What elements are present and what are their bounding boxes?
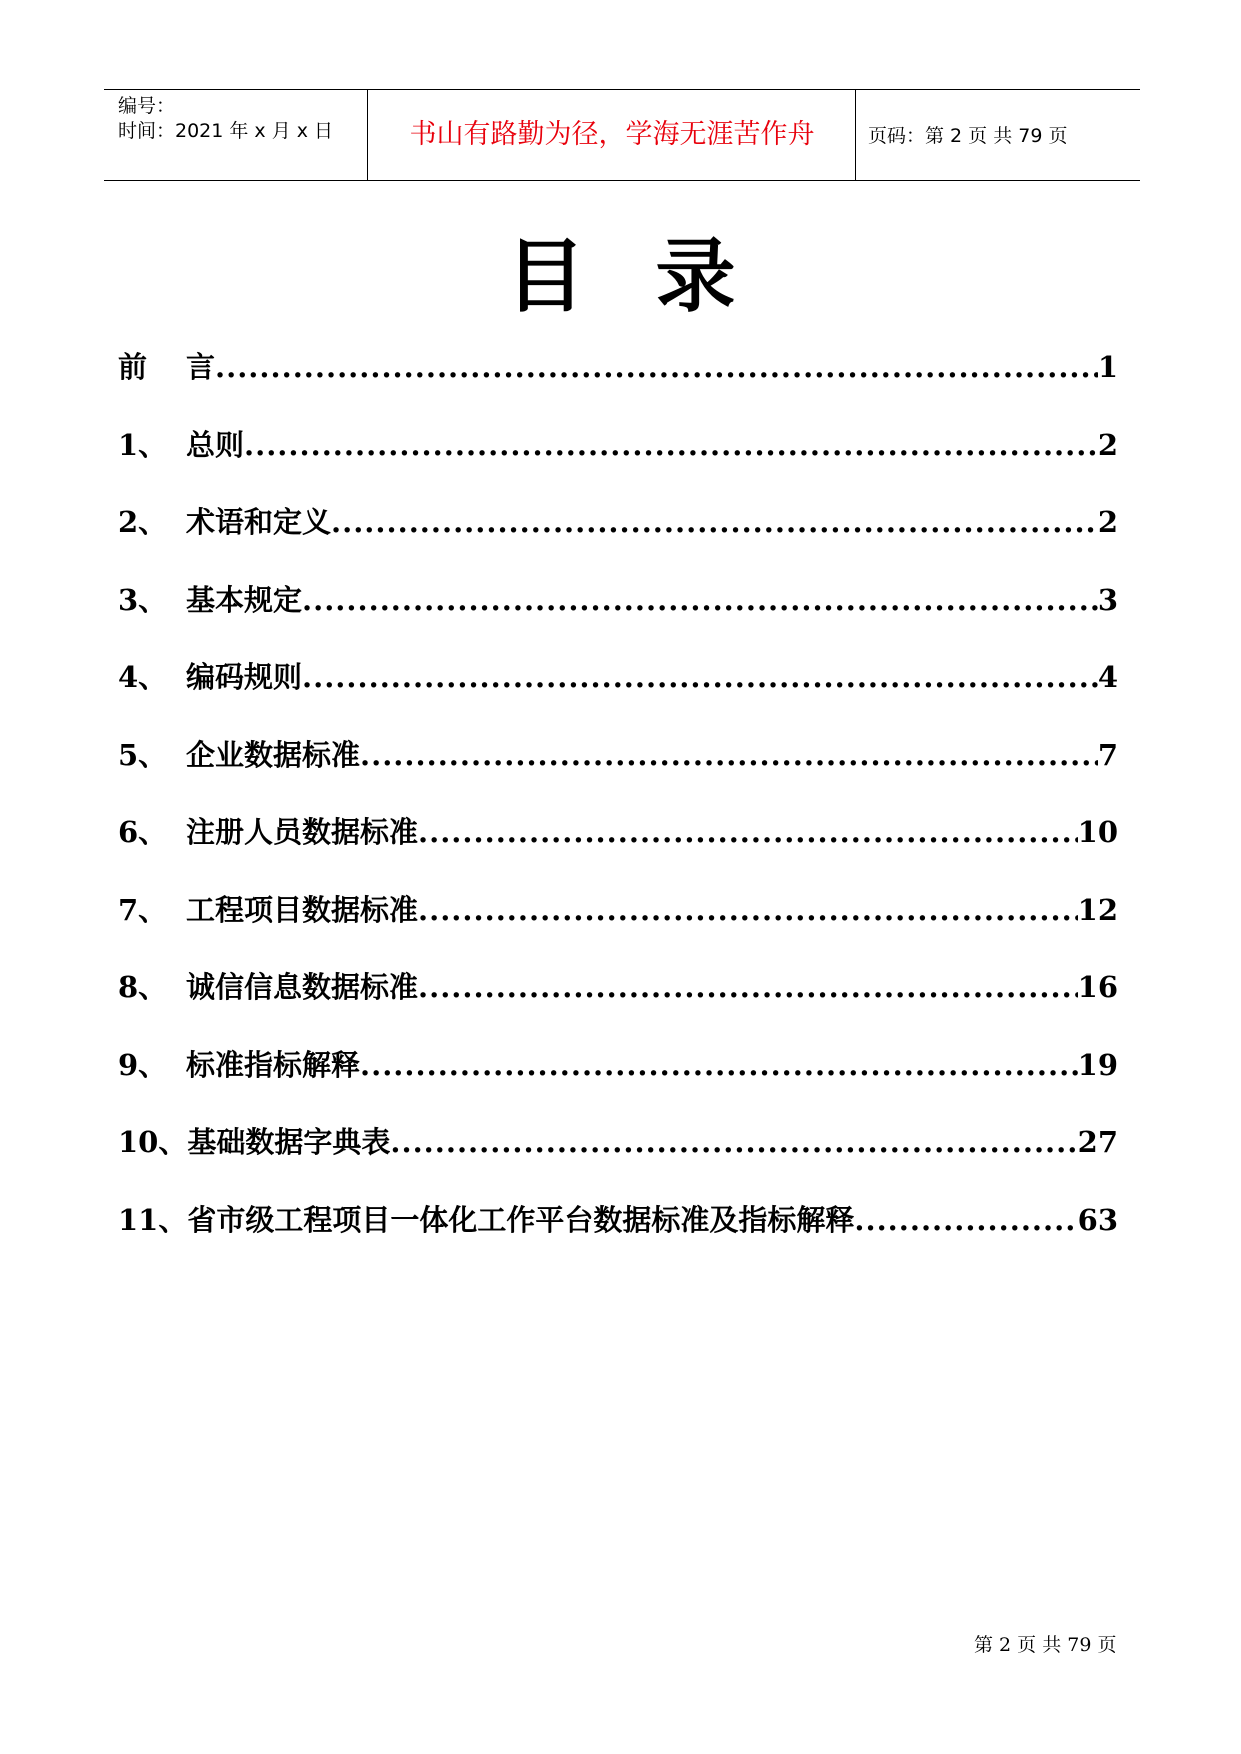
document-code-label: 编号： [118,95,176,117]
toc-entry[interactable] [118,427,1118,505]
toc-entry[interactable] [118,814,1118,892]
toc-entry-number: 5、 [118,737,168,772]
toc-entry-page: 4 [1097,660,1118,694]
toc-entry[interactable] [118,969,1118,1047]
toc-entry[interactable] [118,737,1118,815]
toc-entry-page: 10 [1077,815,1118,849]
toc-entry-number: 1、 [118,427,168,462]
toc-entry-label: 总则 [186,427,245,462]
toc-dot-leader [244,427,1098,463]
toc-dot-leader [418,969,1078,1005]
document-date-label: 时间：2021 年 x 月 x 日 [118,120,334,142]
toc-dot-leader [390,1124,1077,1160]
toc-entry-label: 省市级工程项目一体化工作平台数据标准及指标解释 [187,1202,855,1237]
toc-entry[interactable] [118,582,1118,660]
toc-dot-leader [302,582,1098,618]
header-divider [855,90,856,180]
toc-entry-label: 企业数据标准 [186,737,361,772]
toc-entry[interactable] [118,1124,1118,1202]
toc-entry[interactable] [118,349,1118,427]
toc-entry-number: 4、 [118,660,168,694]
toc-entry-label: 工程项目数据标准 [186,892,419,927]
toc-entry-label: 注册人员数据标准 [186,815,419,849]
toc-entry-page: 1 [1097,350,1118,384]
toc-entry[interactable] [118,659,1118,737]
page-title: 目录 [505,230,806,323]
toc-dot-leader [331,504,1098,540]
toc-entry-number: 6、 [118,815,168,849]
toc-entry[interactable] [118,504,1118,582]
toc-entry-label: 诚信信息数据标准 [186,970,419,1004]
toc-entry[interactable] [118,1047,1118,1125]
toc-dot-leader [360,1047,1078,1083]
toc-entry-page: 16 [1077,970,1118,1004]
header-motto: 书山有路勤为径，学海无涯苦作舟 [409,119,815,150]
header-page-number: 页码：第 2 页 共 79 页 [868,125,1068,147]
toc-dot-leader [418,814,1078,850]
toc-entry-label: 术语和定义 [186,505,332,539]
toc-entry-number: 9、 [118,1047,168,1082]
toc-entry[interactable] [118,892,1118,970]
toc-entry-number: 前 [118,350,148,384]
toc-entry-page: 27 [1077,1125,1118,1159]
toc-entry-page: 3 [1097,582,1118,617]
toc-entry-number: 2、 [118,505,168,539]
toc-entry-number: 8、 [118,970,168,1004]
toc-entry-label: 言 [186,350,216,384]
toc-entry-page: 63 [1077,1202,1118,1237]
toc-entry-label: 基本规定 [186,582,303,617]
toc-entry[interactable] [118,1202,1118,1280]
table-of-contents [118,349,1118,1279]
toc-entry-label: 基础数据字典表 [187,1125,391,1159]
toc-entry-page: 19 [1077,1047,1118,1082]
toc-dot-leader [302,659,1098,695]
toc-entry-number: 11、 [118,1202,188,1237]
toc-dot-leader [854,1202,1077,1238]
toc-entry-page: 2 [1097,505,1118,539]
toc-entry-page: 7 [1097,737,1118,772]
header-divider [367,90,368,180]
toc-entry-number: 10、 [118,1125,188,1159]
toc-entry-number: 3、 [118,582,168,617]
toc-dot-leader [215,349,1098,385]
footer-page-number: 第 2 页 共 79 页 [974,1634,1117,1656]
toc-entry-page: 12 [1077,892,1118,927]
toc-dot-leader [360,737,1098,773]
toc-entry-page: 2 [1097,427,1118,462]
toc-entry-number: 7、 [118,892,168,927]
toc-entry-label: 编码规则 [186,660,303,694]
toc-dot-leader [418,892,1078,928]
page-header [104,89,1140,181]
toc-entry-label: 标准指标解释 [186,1047,361,1082]
